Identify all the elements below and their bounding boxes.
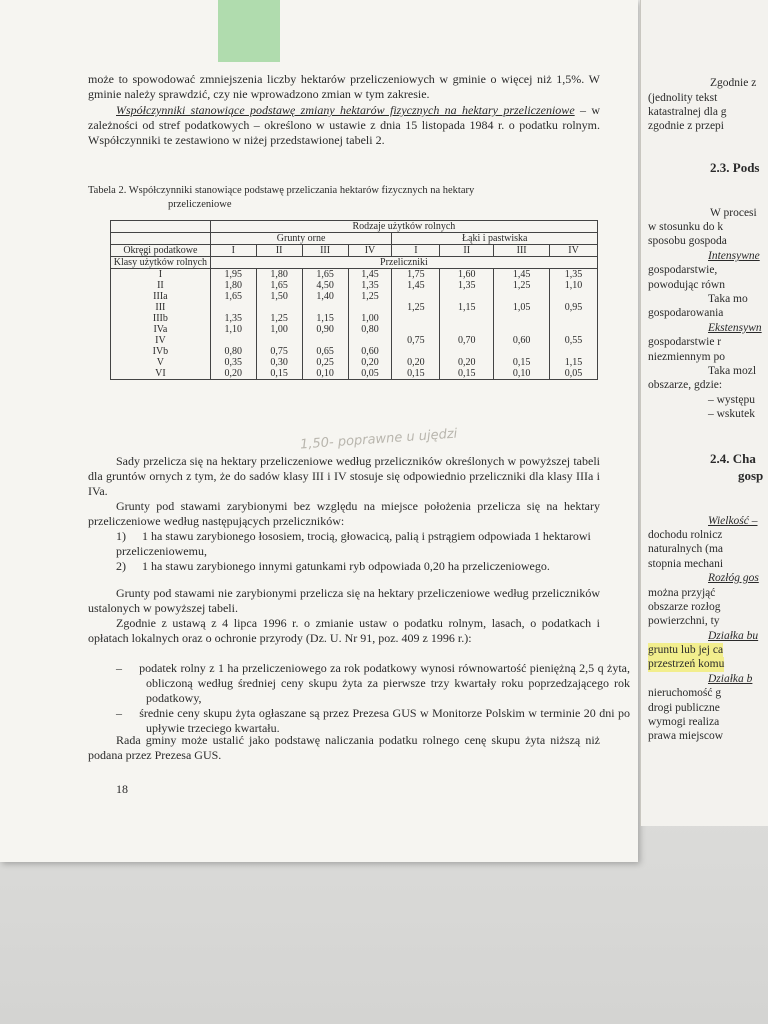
table-cell: 0,55	[564, 335, 583, 346]
table-cell: 1,25	[270, 313, 288, 324]
right-text-line: gospodarstwie,	[648, 264, 718, 276]
class-label: III	[155, 302, 166, 313]
table-cell: 0,15	[407, 368, 425, 379]
table-cell: 1,35	[361, 280, 379, 291]
page-number: 18	[116, 782, 128, 796]
table-cell	[259, 302, 300, 313]
table-cell	[259, 335, 300, 346]
class-label: IIIa	[153, 291, 168, 302]
right-text-line: Intensywne	[708, 250, 760, 262]
dash-item: – średnie ceny skupu żyta ogłaszane są przez Prezesa GUS w Monitorze Polskim w terminie 20 dni po upływie trzeciego kwartału.	[116, 706, 631, 735]
value-column-laki-3	[494, 269, 550, 380]
table-cell: 0,95	[564, 302, 583, 313]
table-cell: 0,05	[361, 368, 379, 379]
table-cell: 1,25	[361, 291, 379, 302]
right-text-line: – występu	[708, 394, 755, 406]
table-cell	[496, 291, 547, 302]
table-cell: 0,75	[407, 335, 425, 346]
district-header: IV	[550, 245, 598, 257]
table-cell	[394, 346, 437, 357]
table-cell: 1,40	[316, 291, 334, 302]
right-text-line: sposobu gospoda	[648, 235, 727, 247]
class-label: II	[157, 280, 164, 291]
table-cell: 1,45	[407, 280, 425, 291]
table-cell: 0,15	[458, 368, 476, 379]
value-column-orne-2	[256, 269, 302, 380]
right-text-line: – wskutek	[708, 408, 755, 420]
table-corner-2	[111, 233, 211, 245]
table-cell	[442, 313, 491, 324]
table-cell	[394, 313, 437, 324]
table-cell: 1,35	[458, 280, 476, 291]
table-cell: 1,10	[564, 280, 583, 291]
table-cell: 1,00	[361, 313, 379, 324]
district-header: III	[494, 245, 550, 257]
caption-line-1: Tabela 2. Współczynniki stanowiące podstawę przeliczania hektarów fizycznych na hektary	[88, 185, 475, 196]
table-cell: 0,20	[458, 357, 476, 368]
table-cell: 0,15	[270, 368, 288, 379]
right-text-line: Działka b	[708, 673, 753, 685]
table-cell: 1,95	[224, 269, 242, 280]
right-text-line: w stosunku do k	[648, 221, 724, 233]
header-grunty-orne: Grunty orne	[210, 233, 392, 245]
district-header: II	[440, 245, 494, 257]
table-cell: 1,75	[407, 269, 425, 280]
table-cell	[552, 346, 595, 357]
list-item	[116, 559, 600, 574]
coefficients-table	[110, 220, 598, 380]
table-cell: 1,35	[564, 269, 583, 280]
paragraph-grunty: Grunty pod stawami zarybionymi bez względu na miejsce położenia przelicza się na hektary przeliczeniowe według następujących przeliczników:	[88, 499, 600, 528]
right-heading-2-4-cont: gosp	[738, 468, 764, 483]
table-cell	[394, 324, 437, 335]
right-text-line: Ekstensywn	[708, 322, 762, 334]
table-cell: 0,20	[361, 357, 379, 368]
value-column-orne-4	[348, 269, 392, 380]
right-text-line: gospodarstwie r	[648, 336, 722, 348]
intro-paragraph-2	[88, 103, 600, 148]
pencil-annotation: 1,50- poprawne u ujędzi	[299, 426, 458, 453]
district-header: IV	[348, 245, 392, 257]
district-header: I	[210, 245, 256, 257]
table-cell: 0,15	[512, 357, 531, 368]
right-text-line: powierzchni, ty	[648, 615, 720, 627]
value-column-orne-3	[302, 269, 348, 380]
table-cell	[496, 313, 547, 324]
intro-paragraph-2-rest: – w zależności od stref podatkowych – określono w ustawie z dnia 15 listopada 1984 r. o podatku rolnym. Współczynniki te zestawiono w niżej przedstawionej tabeli 2.	[88, 103, 601, 147]
district-header: I	[392, 245, 440, 257]
paragraph-sady: Sady przelicza się na hektary przeliczeniowe według przeliczników określonych w powyższej tabeli dla gruntów ornych z tym, że do sadów klasy III i IV stosuje się odpowiednio przeliczniki dla klasy IIIa i IVa.	[88, 454, 600, 498]
list-number: 2)	[116, 559, 126, 573]
right-text-line: stopnia mechani	[648, 558, 724, 570]
table-cell	[442, 324, 491, 335]
table-cell: 1,45	[512, 269, 531, 280]
table-cell: 0,65	[316, 346, 334, 357]
table-cell: 1,80	[224, 280, 242, 291]
list-item	[116, 529, 600, 559]
table-cell	[552, 313, 595, 324]
right-text-line: nieruchomość g	[648, 687, 722, 699]
table-cell: 1,65	[316, 269, 334, 280]
table-cell: 0,30	[270, 357, 288, 368]
right-text-line: drogi publiczne	[648, 702, 720, 714]
district-header: III	[302, 245, 348, 257]
table-cell: 0,20	[407, 357, 425, 368]
right-text-line: Wielkość –	[708, 515, 758, 527]
right-heading-2-4: 2.4. Cha	[710, 451, 756, 466]
table-cell	[394, 291, 437, 302]
table-cell: 0,80	[361, 324, 379, 335]
right-text-line-highlighted: przestrzeń komu	[648, 658, 725, 670]
value-column-orne-1	[210, 269, 256, 380]
table-cell: 0,20	[224, 368, 242, 379]
table-cell	[351, 335, 390, 346]
table-cell: 1,60	[458, 269, 476, 280]
right-text-line: zgodnie z przepi	[648, 120, 724, 132]
value-column-laki-1	[392, 269, 440, 380]
class-label: IVa	[153, 324, 168, 335]
dash-item: – podatek rolny z 1 ha przeliczeniowego za rok podatkowy wynosi równowartość pieniężną 2,5 q żyta, obliczoną według średniej ceny skupu żyta za pierwsze trzy kwartały roku poprzedzającego rok podatkowy,	[116, 661, 630, 705]
right-text-line: (jednolity tekst	[648, 92, 718, 104]
header-klasy: Klasy użytków rolnych	[111, 257, 211, 269]
paragraph-grunty-2: Grunty pod stawami nie zarybionymi przelicza się na hektary przeliczeniowe według przeliczników ustalonych w powyższej tabeli.	[88, 586, 600, 615]
right-text-line: obszarze rozłog	[648, 601, 721, 613]
class-label: V	[156, 357, 165, 368]
table-cell: 0,90	[316, 324, 334, 335]
list-text: 1 ha stawu zarybionego łososiem, trocią, głowacicą, palią i pstrągiem odpowiada 1 hektarowi przeliczeniowemu,	[116, 529, 591, 558]
intro-underlined-term: Współczynniki stanowiące podstawę zmiany hektarów fizycznych na hektary przeliczeniowe	[116, 103, 575, 117]
value-column-laki-2	[440, 269, 494, 380]
header-przeliczniki: Przeliczniki	[210, 257, 597, 269]
table-cell: 1,05	[512, 302, 531, 313]
table-cell: 1,15	[316, 313, 334, 324]
header-laki-pastwiska: Łąki i pastwiska	[392, 233, 598, 245]
right-text-line: dochodu rolnicz	[648, 529, 723, 541]
table-cell	[305, 335, 346, 346]
right-text-line: gospodarowania	[648, 307, 724, 319]
table-cell: 0,75	[270, 346, 288, 357]
right-text-line: wymogi realiza	[648, 716, 720, 728]
district-header: II	[256, 245, 302, 257]
green-sticky-note	[218, 0, 280, 62]
dash-text: średnie ceny skupu żyta ogłaszane są przez Prezesa GUS w Monitorze Polskim w terminie 20 dni po upływie trzeciego kwartału.	[139, 706, 631, 735]
table-cell	[496, 324, 547, 335]
value-column-laki-4	[550, 269, 598, 380]
paragraph-rada: Rada gminy może ustalić jako podstawę naliczania podatku rolnego cenę skupu żyta niższą niż podana przez Prezesa GUS.	[88, 733, 600, 762]
table-cell: 1,35	[224, 313, 242, 324]
header-okregi: Okręgi podatkowe	[111, 245, 211, 257]
table-cell: 0,05	[564, 368, 583, 379]
table-cell	[351, 302, 390, 313]
right-text-line: powodując równ	[648, 279, 725, 291]
table-cell: 1,25	[407, 302, 425, 313]
table-cell: 0,70	[458, 335, 476, 346]
right-text-line: obszarze, gdzie:	[648, 379, 723, 391]
table-cell: 1,45	[361, 269, 379, 280]
right-text-line: Taka mo	[708, 293, 748, 305]
right-text-line: Zgodnie z	[710, 77, 757, 89]
table-cell: 1,15	[458, 302, 476, 313]
right-text-line: Rozłóg gos	[708, 572, 759, 584]
intro-paragraph-1: może to spowodować zmniejszenia liczby hektarów przeliczeniowych w gminie o więcej niż 1,5%. W gminie należy sprawdzić, czy nie wprowadzono zmian w tym zakresie.	[88, 72, 600, 101]
table-cell: 0,35	[224, 357, 242, 368]
table-cell: 0,60	[512, 335, 531, 346]
table-cell: 1,80	[270, 269, 288, 280]
class-label: IV	[155, 335, 166, 346]
table-cell	[305, 302, 346, 313]
paragraph-zgodnie: Zgodnie z ustawą z 4 lipca 1996 r. o zmianie ustaw o podatku rolnym, lasach, o podatkach i opłatach lokalnych oraz o ochronie przyrody (Dz. U. Nr 91, poz. 409 z 1996 r.):	[88, 616, 600, 645]
table-cell: 1,65	[270, 280, 288, 291]
table-cell: 1,50	[270, 291, 288, 302]
right-text-line: Działka bu	[708, 630, 759, 642]
caption-line-2: przeliczeniowe	[168, 199, 232, 210]
table-cell	[442, 346, 491, 357]
table-cell	[552, 324, 595, 335]
class-label: IVb	[152, 346, 169, 357]
table-cell: 0,80	[224, 346, 242, 357]
list-text: 1 ha stawu zarybionego innymi gatunkami ryb odpowiada 0,20 ha przeliczeniowego.	[142, 559, 550, 573]
right-heading-2-3: 2.3. Pods	[710, 160, 760, 175]
table-cell: 0,10	[512, 368, 531, 379]
class-label: I	[158, 269, 163, 280]
list-number: 1)	[116, 529, 126, 543]
table-corner	[111, 221, 211, 233]
table-caption	[88, 184, 600, 212]
right-text-line-highlighted: gruntu lub jej ca	[648, 644, 724, 656]
right-text-line: Taka mozl	[708, 365, 757, 377]
table-cell: 1,00	[270, 324, 288, 335]
table-cell	[213, 302, 254, 313]
right-text-line: można przyjąć	[648, 587, 716, 599]
table-cell	[213, 335, 254, 346]
class-column	[111, 269, 211, 380]
right-text-line: katastralnej dla g	[648, 106, 727, 118]
table-cell: 1,15	[564, 357, 583, 368]
right-text-line: niezmiennym po	[648, 351, 725, 363]
table-cell: 4,50	[316, 280, 334, 291]
right-text-line: W procesi	[710, 207, 757, 219]
header-rodzaje: Rodzaje użytków rolnych	[210, 221, 597, 233]
table-cell	[442, 291, 491, 302]
table-cell: 1,25	[512, 280, 531, 291]
class-label: IIIb	[152, 313, 168, 324]
dash-text: podatek rolny z 1 ha przeliczeniowego za rok podatkowy wynosi równowartość pieniężną 2,5 q żyta, obliczoną według średniej ceny skupu żyta za pierwsze trzy kwartały roku poprzedzającego rok podatkowy,	[139, 661, 630, 705]
table-cell: 0,60	[361, 346, 379, 357]
table-cell	[496, 346, 547, 357]
table-cell: 1,10	[224, 324, 242, 335]
right-text-line: prawa miejscow	[648, 730, 724, 742]
class-label: VI	[155, 368, 166, 379]
table-cell	[552, 291, 595, 302]
table-cell: 0,25	[316, 357, 334, 368]
right-text-line: naturalnych (ma	[648, 543, 724, 555]
table-cell: 1,65	[224, 291, 242, 302]
table-cell: 0,10	[316, 368, 334, 379]
